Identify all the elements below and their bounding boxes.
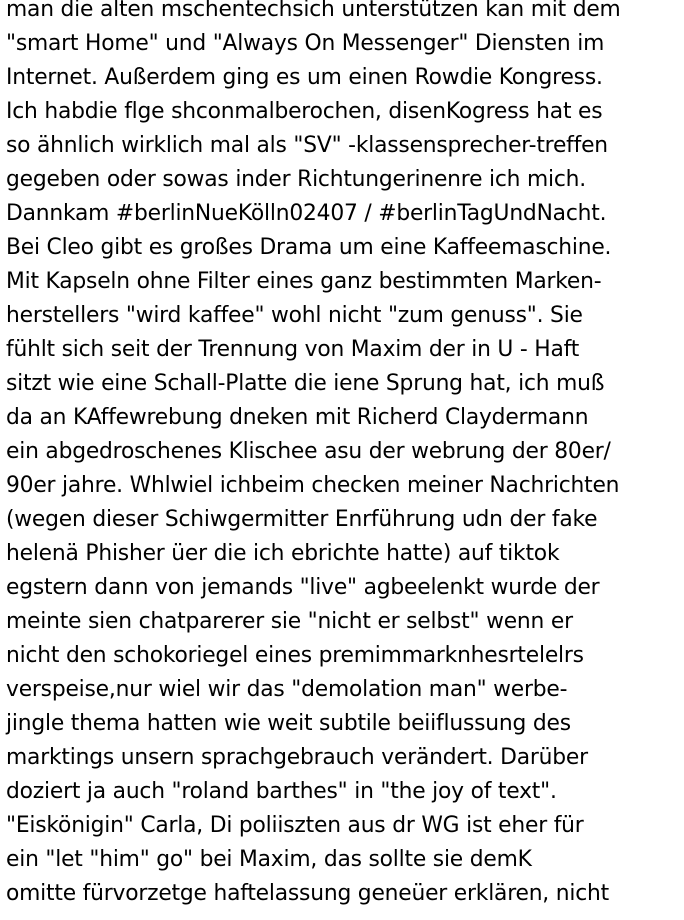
text-line-24: doziert ja auch "roland barthes" in "the joy of text". xyxy=(6,779,557,804)
text-line-12: sitzt wie eine Schall-Platte die iene Sprung hat, ich muß xyxy=(6,371,605,396)
text-line-18: egstern dann von jemands "live" agbeelenkt wurde der xyxy=(6,575,600,600)
text-line-5: so ähnlich wirklich mal als "SV" -klassensprecher-treffen xyxy=(6,133,608,158)
text-line-14: ein abgedroschenes Klischee asu der webrung der 80er/ xyxy=(6,439,611,464)
text-line-9: Mit Kapseln ohne Filter eines ganz bestimmten Marken- xyxy=(6,269,602,294)
text-line-23: marktings unsern sprachgebrauch verändert. Darüber xyxy=(6,745,588,770)
text-line-1: man die alten mschentechsich unterstützen kan mit dem xyxy=(6,0,621,22)
text-line-10: herstellers "wird kaffee" wohl nicht "zum genuss". Sie xyxy=(6,303,583,328)
text-line-13: da an KAffewrebung dneken mit Richerd Claydermann xyxy=(6,405,589,430)
text-line-27: omitte fürvorzetge haftelassung geneüer erklären, nicht xyxy=(6,881,609,906)
text-line-22: jingle thema hatten wie weit subtile beiiflussung des xyxy=(6,711,571,736)
text-line-8: Bei Cleo gibt es großes Drama um eine Kaffeemaschine. xyxy=(6,235,612,260)
text-line-6: gegeben oder sowas inder Richtungerinenre ich mich. xyxy=(6,167,587,192)
text-line-21: verspeise,nur wiel wir das "demolation man" werbe- xyxy=(6,677,568,702)
text-line-16: (wegen dieser Schiwgermitter Enrführung udn der fake xyxy=(6,507,598,532)
text-line-4: Ich habdie flge shconmalberochen, disenKogress hat es xyxy=(6,99,603,124)
text-line-3: Internet. Außerdem ging es um einen Rowdie Kongress. xyxy=(6,65,603,90)
text-line-17: helenä Phisher üer die ich ebrichte hatte) auf tiktok xyxy=(6,541,560,566)
text-line-19: meinte sien chatparerer sie "nicht er selbst" wenn er xyxy=(6,609,573,634)
text-line-26: ein "let "him" go" bei Maxim, das sollte sie demK xyxy=(6,847,532,872)
text-line-20: nicht den schokoriegel eines premimmarknhesrtelelrs xyxy=(6,643,584,668)
text-line-15: 90er jahre. Whlwiel ichbeim checken meiner Nachrichten xyxy=(6,473,620,498)
text-line-25: "Eiskönigin" Carla, Di poliiszten aus dr WG ist eher für xyxy=(6,813,584,838)
text-line-11: fühlt sich seit der Trennung von Maxim der in U - Haft xyxy=(6,337,580,362)
text-line-7: Dannkam #berlinNueKölln02407 / #berlinTagUndNacht. xyxy=(6,201,607,226)
text-line-2: "smart Home" und "Always On Messenger" Diensten im xyxy=(6,31,605,56)
